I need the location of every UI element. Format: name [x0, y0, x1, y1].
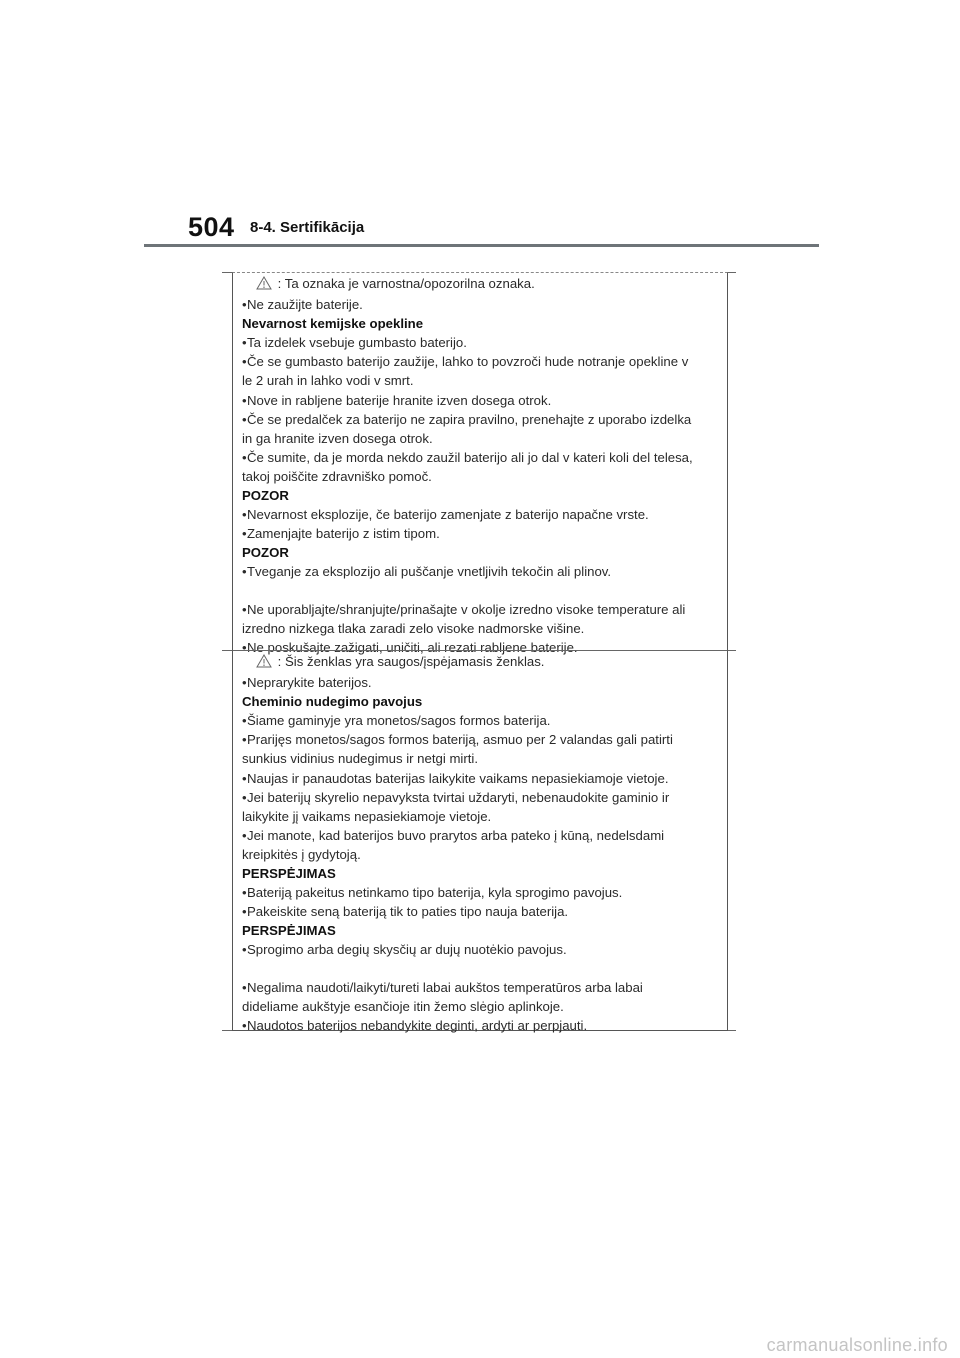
section-title: 8-4. Sertifikācija [250, 219, 365, 236]
section-heading [242, 543, 721, 562]
text-line [242, 371, 721, 390]
box-divider-tick [728, 650, 736, 651]
bullet: • [242, 564, 247, 580]
bullet: • [242, 732, 247, 748]
line-text: Ta izdelek vsebuje gumbasto baterijo. [247, 335, 467, 351]
line-text: Če se gumbasto baterijo zaužije, lahko to povzroči hude notranje opekline v [247, 354, 689, 370]
bullet: • [242, 449, 247, 465]
warning-triangle-icon [256, 654, 272, 673]
text-lines [242, 295, 721, 657]
line-text: Ne zaužijte baterije. [247, 297, 363, 313]
text-line [242, 352, 721, 371]
label-slovenian [232, 272, 728, 655]
box-corner-tick [222, 1030, 232, 1031]
text-line [242, 749, 721, 768]
line-text: PERSPĖJIMAS [242, 866, 336, 882]
line-text: Neprarykite baterijos. [247, 675, 372, 691]
section-heading [242, 692, 721, 711]
text-line [242, 807, 721, 826]
bullet: • [242, 789, 247, 805]
section-heading [242, 864, 721, 883]
text-line [242, 562, 721, 581]
line-text: POZOR [242, 488, 289, 504]
bullet: • [242, 1017, 247, 1033]
bullet: • [242, 770, 247, 786]
text-line [242, 940, 721, 959]
text-line [242, 391, 721, 410]
text-line [242, 429, 721, 448]
watermark: carmanualsonline.info [766, 1335, 948, 1355]
line-text: Ne uporabljajte/shranjujte/prinašajte v okolje izredno visoke temperature ali [247, 601, 686, 617]
page-number: 504 [188, 212, 235, 242]
line-text: Cheminio nudegimo pavojus [242, 694, 423, 710]
box-divider-tick [222, 650, 232, 651]
line-text: Bateriją pakeitus netinkamo tipo baterija, kyla sprogimo pavojus. [247, 885, 623, 901]
line-text: Nevarnost eksplozije, če baterijo zamenjate z baterijo napačne vrste. [247, 507, 649, 523]
line-text: dideliame aukštyje esančioje itin žemo slėgio aplinkoje. [242, 998, 564, 1014]
bullet: • [242, 904, 247, 920]
text-line [242, 769, 721, 788]
line-text: Nove in rabljene baterije hranite izven dosega otrok. [247, 392, 552, 408]
line-text: Prarijęs monetos/sagos formos bateriją, asmuo per 2 valandas gali patirti [247, 732, 673, 748]
text-line [242, 978, 721, 997]
bullet: • [242, 601, 247, 617]
header-divider [144, 244, 819, 247]
line-text: Zamenjajte baterijo z istim tipom. [247, 526, 440, 542]
bullet: • [242, 639, 247, 655]
text-line [242, 997, 721, 1016]
text-line [242, 673, 721, 692]
text-line [242, 505, 721, 524]
bullet: • [242, 411, 247, 427]
bullet: • [242, 297, 247, 313]
text-line [242, 845, 721, 864]
bullet: • [242, 392, 247, 408]
warning-line [242, 274, 721, 295]
line-text: sunkius vidinius nudegimus ir netgi mirti. [242, 751, 479, 767]
text-line [242, 826, 721, 845]
text-line [242, 902, 721, 921]
text-line [242, 1016, 721, 1035]
line-text: Naudotos baterijos nebandykite deginti, ardyti ar perpjauti. [247, 1017, 588, 1033]
line-text: Tveganje za eksplozijo ali puščanje vnetljivih tekočin ali plinov. [247, 564, 612, 580]
line-text: Nevarnost kemijske opekline [242, 316, 424, 332]
bullet: • [242, 885, 247, 901]
box-corner-tick [728, 1030, 736, 1031]
bullet: • [242, 942, 247, 958]
text-line [242, 711, 721, 730]
bullet: • [242, 507, 247, 523]
line-text: le 2 urah in lahko vodi v smrt. [242, 373, 414, 389]
warning-line [242, 652, 721, 673]
line-text: Če se predalček za baterijo ne zapira pravilno, prenehajte z uporabo izdelka [247, 411, 692, 427]
text-line [242, 333, 721, 352]
text-line [242, 467, 721, 486]
line-text: izredno nizkega tlaka zaradi zelo visoke nadmorske višine. [242, 620, 585, 636]
text-line [242, 600, 721, 619]
label-lithuanian [232, 650, 728, 1031]
section-heading [242, 314, 721, 333]
text-line [242, 410, 721, 429]
line-text: kreipkitės į gydytoją. [242, 846, 361, 862]
bullet: • [242, 354, 247, 370]
line-text: Negalima naudoti/laikyti/tureti labai aukštos temperatūros arba labai [247, 979, 643, 995]
text-line [242, 788, 721, 807]
line-text: Jei manote, kad baterijos buvo prarytos arba pateko į kūną, nedelsdami [247, 827, 665, 843]
text-line [242, 619, 721, 638]
line-text: laikykite jį vaikams nepasiekiamoje vietoje. [242, 808, 492, 824]
line-text: Jei baterijų skyrelio nepavyksta tvirtai uždaryti, nebenaudokite gaminio ir [247, 789, 670, 805]
line-text: PERSPĖJIMAS [242, 923, 336, 939]
warning-triangle-icon [256, 276, 272, 295]
bullet: • [242, 979, 247, 995]
bullet: • [242, 526, 247, 542]
line-text: POZOR [242, 545, 289, 561]
text-lines [242, 673, 721, 1035]
bullet: • [242, 827, 247, 843]
bullet: • [242, 675, 247, 691]
line-text: Naujas ir panaudotas baterijas laikykite vaikams nepasiekiamoje vietoje. [247, 770, 669, 786]
text-line [242, 730, 721, 749]
text-line [242, 524, 721, 543]
line-text: takoj poiščite zdravniško pomoč. [242, 468, 432, 484]
box-corner-tick [728, 272, 736, 273]
line-text: Ne poskušajte zažigati, uničiti, ali rezati rabljene baterije. [247, 639, 578, 655]
box-corner-tick [222, 272, 232, 273]
line-text: Šiame gaminyje yra monetos/sagos formos baterija. [247, 713, 551, 729]
warning-text: : Šis ženklas yra saugos/įspėjamasis ženklas. [277, 654, 545, 669]
text-line [242, 883, 721, 902]
bullet: • [242, 713, 247, 729]
line-text: Pakeiskite seną bateriją tik to paties tipo nauja baterija. [247, 904, 569, 920]
line-text: in ga hranite izven dosega otrok. [242, 430, 433, 446]
bullet: • [242, 335, 247, 351]
text-line [242, 448, 721, 467]
line-text: Sprogimo arba degių skysčių ar dujų nuotėkio pavojus. [247, 942, 567, 958]
line-text: Če sumite, da je morda nekdo zaužil baterijo ali jo dal v kateri koli del telesa, [247, 449, 693, 465]
text-line [242, 295, 721, 314]
section-heading [242, 486, 721, 505]
section-heading [242, 921, 721, 940]
warning-text: : Ta oznaka je varnostna/opozorilna oznaka. [277, 276, 535, 291]
